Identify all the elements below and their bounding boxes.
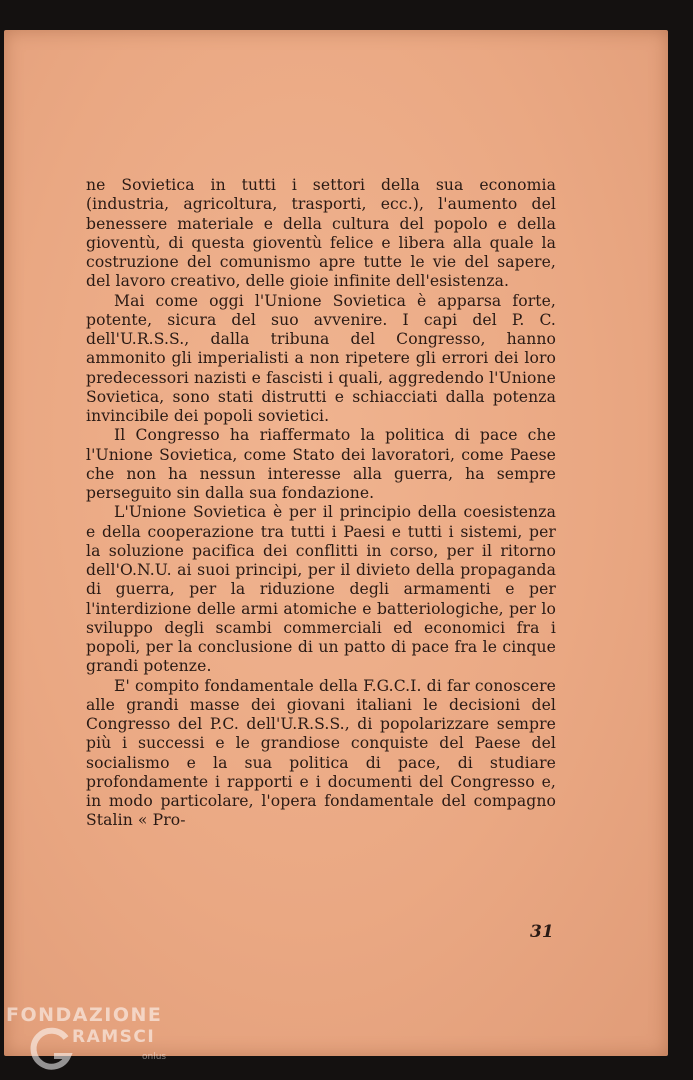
- watermark-logo-icon: [26, 1024, 76, 1074]
- watermark-subtitle: RAMSCI: [72, 1027, 156, 1047]
- watermark: [0, 1000, 200, 1080]
- paragraph-continuation: ne Sovietica in tutti i settori della sua economia (industria, agricoltura, trasporti, ecc.), l'aumento del benessere materiale e della cultura del popolo e della gioventù, di questa gioventù felice e libera alla quale la costruzione del comunismo apre tutte le vie del sapere, del lavoro creativo, delle gioie infinite dell'esistenza.: [86, 176, 556, 291]
- paragraph-peace-policy: Il Congresso ha riaffermato la politica di pace che l'Unione Sovietica, come Stato dei lavoratori, come Paese che non ha nessun interesse alla guerra, ha sempre perseguito sin dalla sua fondazione.: [86, 426, 556, 502]
- paragraph-coexistence: L'Unione Sovietica è per il principio della coesistenza e della cooperazione tra tutti i Paesi e tutti i sistemi, per la soluzione pacifica dei conflitti in corso, per il ritorno dell'O.N.U. ai suoi principi, per il divieto della propaganda di guerra, per la riduzione degli armamenti e per l'interdizione delle armi atomiche e batteriologiche, per lo sviluppo degli scambi commerciali ed economici fra i popoli, per la conclusione di un patto di pace fra le cinque grandi potenze.: [86, 503, 556, 676]
- book-page: [4, 30, 668, 1056]
- body-text: [86, 176, 556, 831]
- page-number: 31: [530, 922, 554, 942]
- paragraph-soviet-strength: Mai come oggi l'Unione Sovietica è apparsa forte, potente, sicura del suo avvenire. I capi del P. C. dell'U.R.S.S., dalla tribuna del Congresso, hanno ammonito gli imperialisti a non ripetere gli errori dei loro predecessori nazisti e fascisti i quali, aggredendo l'Unione Sovietica, sono stati distrutti e schiacciati dalla potenza invincibile dei popoli sovietici.: [86, 291, 556, 425]
- watermark-suffix: onlus: [142, 1052, 167, 1062]
- watermark-title: FONDAZIONE: [6, 1004, 163, 1026]
- paragraph-fgci-task: E' compito fondamentale della F.G.C.I. di far conoscere alle grandi masse dei giovani italiani le decisioni del Congresso del P.C. dell'U.R.S.S., di popolarizzare sempre più i successi e le grandiose conquiste del Paese del socialismo e la sua politica di pace, di studiare profondamente i rapporti e i documenti del Congresso e, in modo particolare, l'opera fondamentale del compagno Stalin « Pro-: [86, 676, 556, 830]
